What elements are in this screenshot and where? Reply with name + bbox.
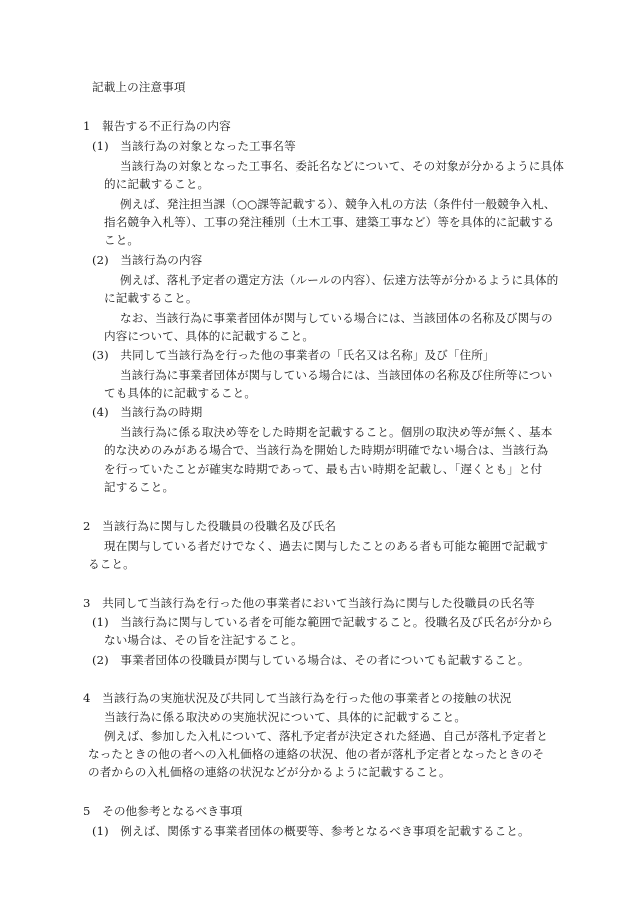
section-4-text: 当該行為に係る取決めの実施状況について、具体的に記載すること。 [104,710,467,724]
section-5-heading: 5 その他参考となるべき事項 [83,804,243,818]
document-title: 記載上の注意事項 [92,80,186,94]
section-1-item-3-label: (3) 共同して当該行為を行った他の事業者の「氏名又は名称」及び「住所」 [92,348,495,362]
section-1-item-1-label: (1) 当該行為の対象となった工事名等 [92,139,296,153]
section-1-item-4-text: 記すること。 [104,480,175,494]
section-4-text: なったときの他の者への入札価格の連絡の状況、他の者が落札予定者となったときのそ [88,747,545,761]
section-1-item-4-text: を行っていたことが確実な時期であって、最も古い時期を記載し、「遅くとも」と付 [104,462,543,476]
section-3-heading: 3 共同して当該行為を行った他の事業者において当該行為に関与した役職員の氏名等 [83,596,535,610]
section-1-heading: 1 報告する不正行為の内容 [83,119,231,133]
section-1-item-2-text: 内容について、具体的に記載すること。 [104,329,315,343]
section-1-item-2-text: なお、当該行為に事業者団体が関与している場合には、当該団体の名称及び関与の [120,311,553,325]
section-1-item-1-text: 指名競争入札等）、工事の発注種別（土木工事、建築工事など）等を具体的に記載する [104,215,555,229]
section-3-item-1-text: ない場合は、その旨を注記すること。 [104,633,303,647]
section-1-item-3-text: ても具体的に記載すること。 [104,386,257,400]
section-5-item-1-label: (1) 例えば、関係する事業者団体の概要等、参考となるべき事項を記載すること。 [92,824,530,838]
section-1-item-3-text: 当該行為に事業者団体が関与している場合には、当該団体の名称及び住所等につい [120,368,553,382]
section-1-item-4-text: 当該行為に係る取決め等をした時期を記載すること。個別の取決め等が無く、基本 [120,425,553,439]
section-2-heading: 2 当該行為に関与した役職員の役職名及び氏名 [83,519,337,533]
section-1-item-2-text: に記載すること。 [104,291,198,305]
section-1-item-1-text: 的に記載すること。 [104,177,210,191]
section-4-text: の者からの入札価格の連絡の状況などが分かるように記載すること。 [88,765,451,779]
section-1-item-2-label: (2) 当該行為の内容 [92,253,203,267]
section-4-heading: 4 当該行為の実施状況及び共同して当該行為を行った他の事業者との接触の状況 [83,691,512,705]
section-1-item-1-text: こと。 [104,233,140,247]
section-1-item-1-text: 例えば、発注担当課（○○課等記載する）、競争入札の方法（条件付一般競争入札、 [120,197,556,211]
section-2-text: ること。 [88,557,135,571]
section-1-item-2-text: 例えば、落札予定者の選定方法（ルールの内容）、伝達方法等が分かるように具体的 [120,273,559,287]
section-2-text: 現在関与している者だけでなく、過去に関与したことのある者も可能な範囲で記載す [104,539,549,553]
section-3-item-2-label: (2) 事業者団体の役職員が関与している場合は、その者についても記載すること。 [92,653,530,667]
section-1-item-4-text: 的な決めのみがある場合で、当該行為を開始した時期が明確でない場合は、当該行為 [104,443,549,457]
section-1-item-4-label: (4) 当該行為の時期 [92,405,203,419]
section-4-text: 例えば、参加した入札について、落札予定者が決定された経過、自己が落札予定者と [104,729,548,743]
section-1-item-1-text: 当該行為の対象となった工事名、委託名などについて、その対象が分かるように具体 [120,159,564,173]
section-3-item-1-label: (1) 当該行為に関与している者を可能な範囲で記載すること。役職名及び氏名が分から [92,615,554,629]
